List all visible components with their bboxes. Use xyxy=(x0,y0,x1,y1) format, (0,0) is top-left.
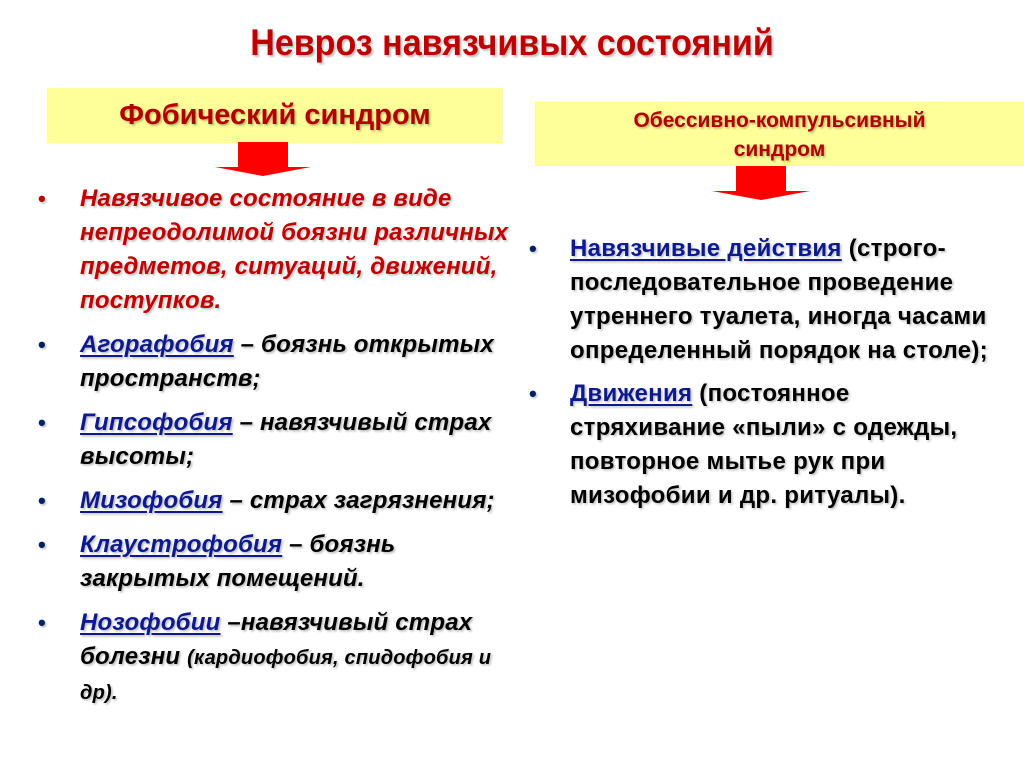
list-item xyxy=(36,182,516,318)
term-link-hypsophobia[interactable]: Гипсофобия xyxy=(80,409,233,436)
bullet-icon: • xyxy=(529,381,538,406)
bullet-icon: • xyxy=(38,186,46,211)
bullet-icon: • xyxy=(38,610,46,635)
item-text: – страх загрязнения; xyxy=(222,487,495,514)
item-text: –навязчивый страх болезни xyxy=(80,609,473,670)
list-item xyxy=(36,406,516,474)
list-item xyxy=(36,528,516,596)
bullet-icon: • xyxy=(38,410,46,435)
item-text: (постоянное стряхивание «пыли» с одежды, повторное мытье рук при мизофобии и др. ритуалы). xyxy=(570,380,958,509)
list-item xyxy=(527,377,997,513)
phobic-list xyxy=(36,182,516,720)
item-text: – боязнь закрытых помещений. xyxy=(80,531,396,592)
ocd-syndrome-label-line2: синдром xyxy=(733,138,826,161)
item-note: (кардиофобия, спидофобия и др). xyxy=(80,647,492,704)
ocd-syndrome-label-line1: Обессивно-компульсивный xyxy=(633,109,926,132)
term-link-nosophobia[interactable]: Нозофобии xyxy=(80,609,221,636)
item-text: (строго-последовательное проведение утреннего туалета, иногда часами определенный порядок на столе); xyxy=(570,235,988,364)
bullet-icon: • xyxy=(38,332,46,357)
list-item xyxy=(36,606,516,710)
term-link-agoraphobia[interactable]: Агорафобия xyxy=(80,331,234,358)
phobic-syndrome-header xyxy=(47,88,503,143)
definition-text: Навязчивое состояние в виде непреодолимой боязни различных предметов, ситуаций, движений, поступков. xyxy=(80,185,509,314)
ocd-list xyxy=(527,232,997,522)
bullet-icon: • xyxy=(529,236,538,261)
item-text: – навязчивый страх высоты; xyxy=(80,409,492,470)
slide-title: Невроз навязчивых состояний xyxy=(250,22,774,63)
phobic-syndrome-label: Фобический синдром xyxy=(119,99,431,131)
list-item xyxy=(36,484,516,518)
down-arrow-icon xyxy=(215,142,312,176)
bullet-icon: • xyxy=(38,488,46,513)
list-item xyxy=(36,328,516,396)
term-link-mysophobia[interactable]: Мизофобия xyxy=(80,487,223,514)
list-item xyxy=(527,232,997,368)
term-link-movements[interactable]: Движения xyxy=(570,380,693,407)
term-link-compulsive-actions[interactable]: Навязчивые действия xyxy=(570,235,842,262)
term-link-claustrophobia[interactable]: Клаустрофобия xyxy=(80,531,283,558)
down-arrow-icon xyxy=(712,166,810,200)
item-text: – боязнь открытых пространств; xyxy=(80,331,494,392)
ocd-syndrome-header xyxy=(535,102,1024,166)
bullet-icon: • xyxy=(38,532,46,557)
